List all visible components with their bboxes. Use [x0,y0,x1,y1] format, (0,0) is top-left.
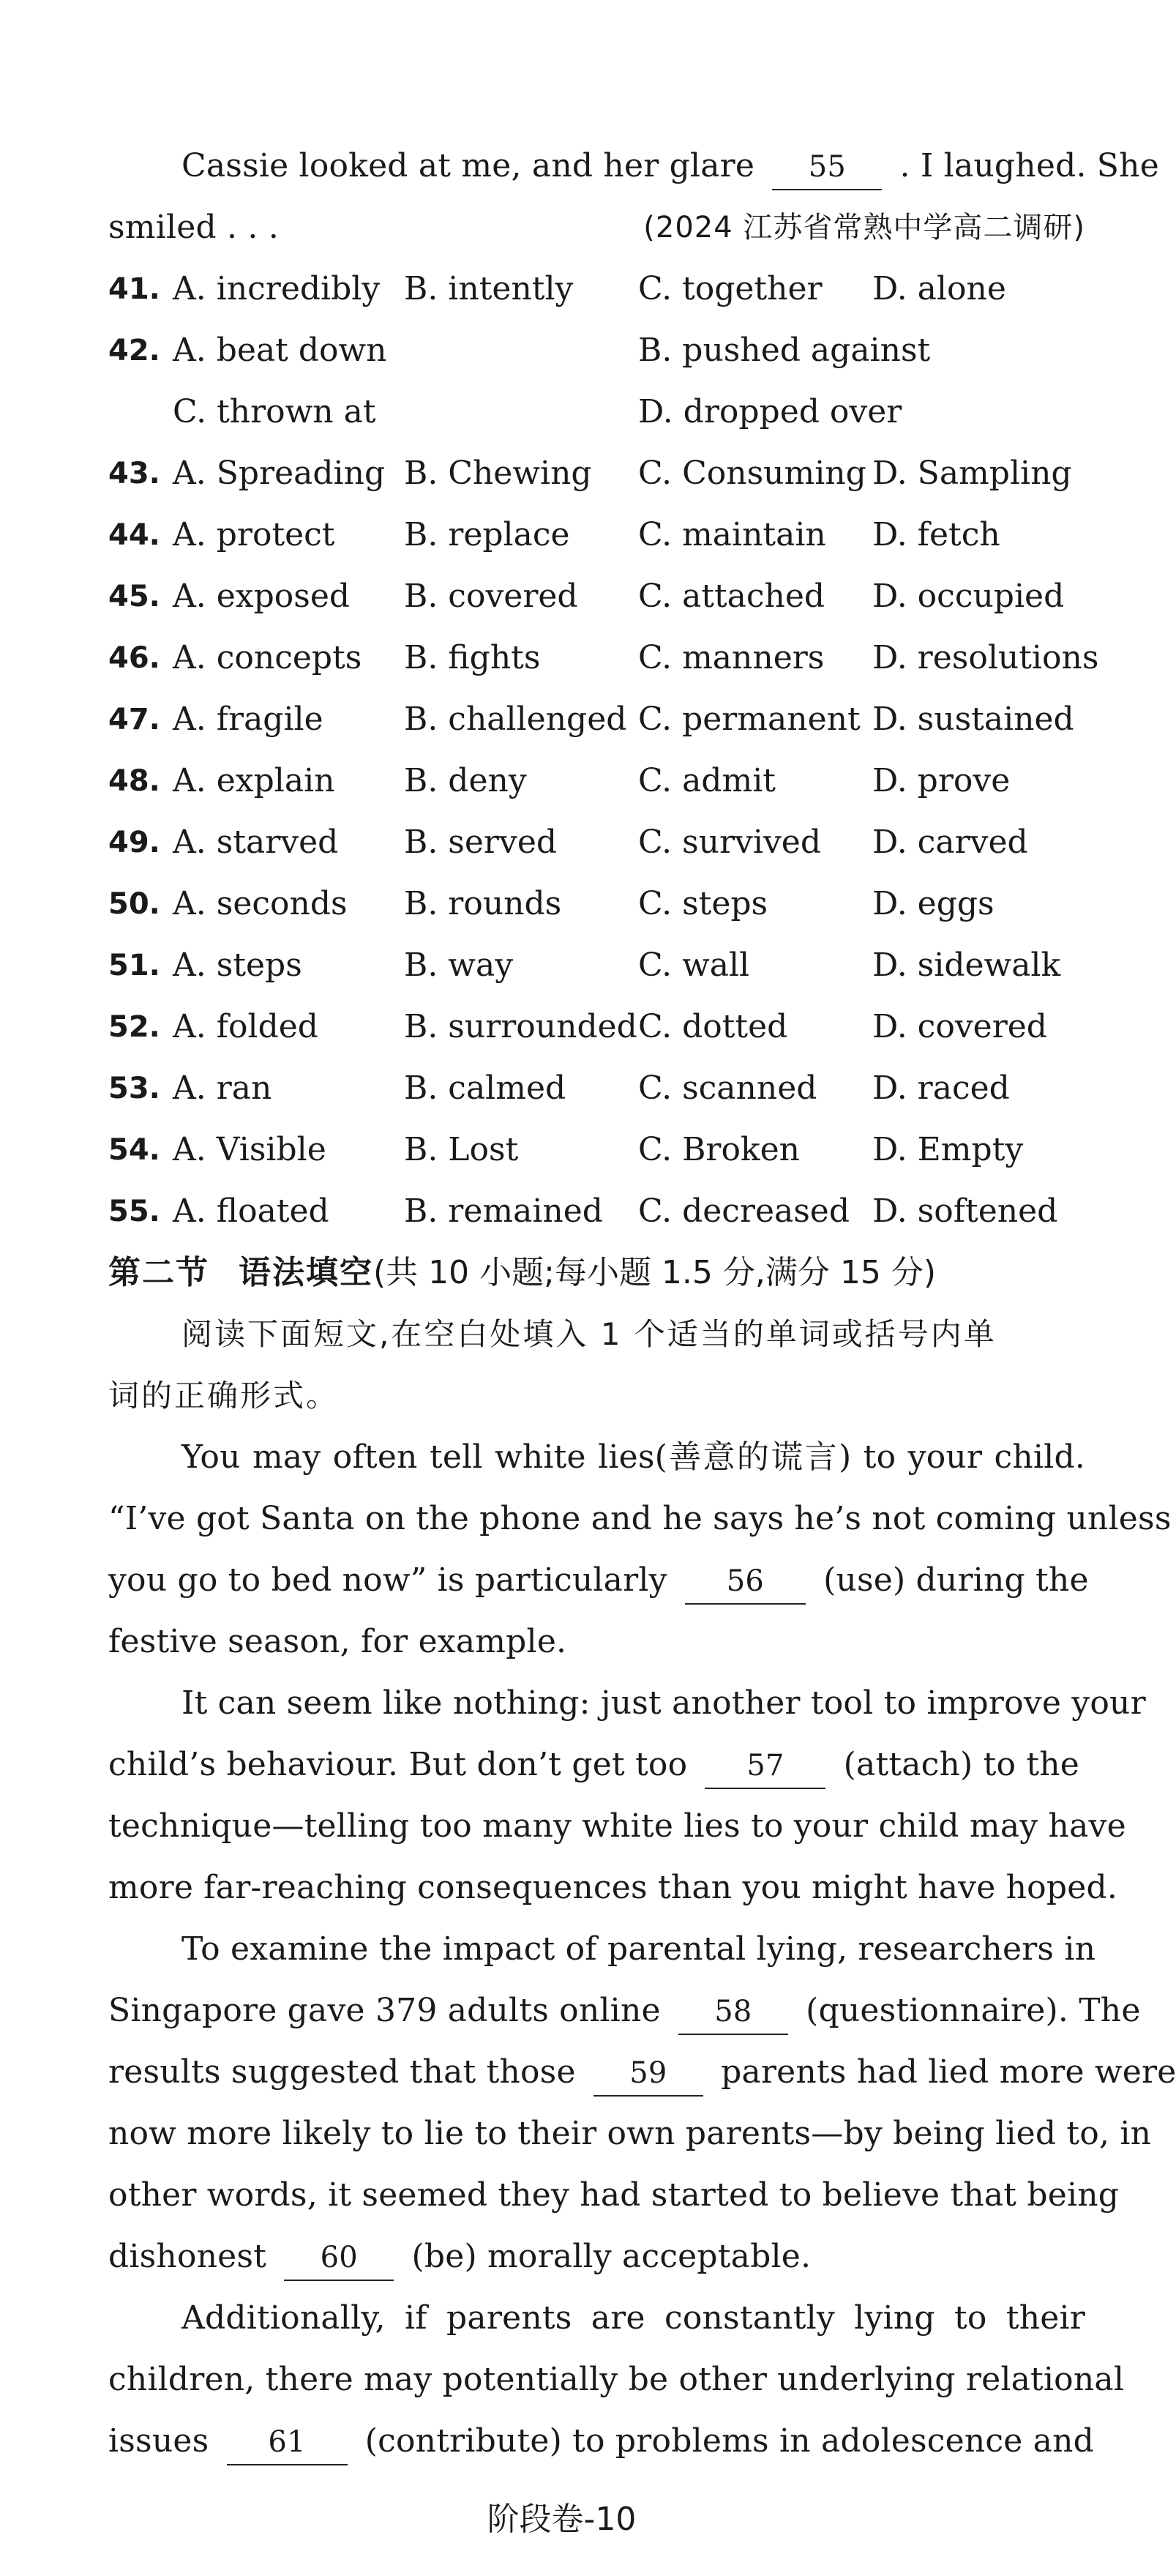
option-c[interactable]: C. wall [638,947,750,984]
passage-line: You may often tell white lies(善意的谎言) to your child. [181,1438,1085,1476]
passage-line [108,1550,1089,1611]
option-d[interactable]: D. raced [872,1069,1010,1107]
option-b[interactable]: B. pushed against [638,332,931,369]
passage-text: (contribute) to problems in adolescence and [364,2422,1094,2460]
option-b[interactable]: B. served [404,824,558,861]
option-b[interactable]: B. rounds [404,885,562,922]
blank-59[interactable]: 59 [593,2051,703,2097]
option-d[interactable]: D. sidewalk [872,947,1061,984]
passage-text: (attach) to the [843,1746,1079,1783]
question-45 [108,566,1085,627]
passage-line: other words, it seemed they had started to believe that being [108,2176,1120,2214]
question-54 [108,1119,1085,1181]
option-d[interactable]: D. eggs [872,885,995,922]
option-c[interactable]: C. thrown at [173,393,376,430]
question-number: 54. [108,1133,160,1167]
option-b[interactable]: B. Chewing [404,455,592,492]
section-heading [108,1242,1085,1304]
question-number: 47. [108,703,160,736]
blank-58[interactable]: 58 [678,1990,788,2035]
option-a[interactable]: A. exposed [173,578,351,615]
question-50 [108,873,1085,935]
passage-text: (questionnaire). The [806,1992,1141,2029]
option-a[interactable]: A. folded [173,1008,318,1045]
section-meta: (共 10 小题;每小题 1.5 分,满分 15 分) [373,1254,937,1291]
option-c[interactable]: C. attached [638,578,825,615]
question-number: 42. [108,334,160,367]
option-a[interactable]: A. protect [173,516,335,553]
passage-text: Singapore gave 379 adults online [108,1992,661,2029]
option-a[interactable]: A. fragile [173,701,323,738]
question-44 [108,504,1085,566]
passage-text: child’s behaviour. But don’t get too [108,1746,688,1783]
question-number: 44. [108,518,160,552]
cloze-text-2: smiled . . . [108,209,279,246]
passage-line: It can seem like nothing: just another tool to improve your [181,1684,1146,1722]
option-b[interactable]: B. replace [404,516,570,553]
option-a[interactable]: A. starved [173,824,339,861]
question-46 [108,627,1099,689]
section-number: 第二节 [108,1254,209,1291]
option-c[interactable]: C. admit [638,762,776,799]
option-d[interactable]: D. dropped over [638,393,902,430]
option-b[interactable]: B. challenged [404,701,627,738]
option-b[interactable]: B. surrounded [404,1008,637,1045]
option-b[interactable]: B. deny [404,762,527,799]
page [108,0,1176,2472]
question-48 [108,750,1085,812]
page-footer: 阶段卷-10 [487,2501,637,2538]
question-number: 53. [108,1072,160,1105]
option-a[interactable]: A. Visible [173,1131,326,1168]
passage-line [108,1734,1085,1796]
option-a[interactable]: A. steps [173,947,302,984]
option-c[interactable]: C. steps [638,885,768,922]
cloze-text: Cassie looked at me, and her glare [181,147,755,184]
question-42 [108,320,1085,381]
option-d[interactable]: D. Sampling [872,455,1072,492]
option-b[interactable]: B. way [404,947,514,984]
passage-text: (use) during the [823,1561,1089,1599]
option-c[interactable]: C. scanned [638,1069,817,1107]
option-c[interactable]: C. Consuming [638,455,866,492]
question-52 [108,996,1085,1058]
option-d[interactable]: D. prove [872,762,1011,799]
passage-line: Additionally, if parents are constantly lying to their [181,2299,1085,2337]
option-d[interactable]: D. alone [872,270,1006,307]
option-c[interactable]: C. permanent [638,701,861,738]
question-number: 43. [108,457,160,490]
passage-line: children, there may potentially be other underlying relational [108,2361,1125,2398]
question-number: 48. [108,764,160,798]
question-number: 52. [108,1010,160,1044]
cloze-line-1 [108,135,1159,197]
question-49 [108,812,1085,873]
option-d[interactable]: D. carved [872,824,1028,861]
cloze-line-2 [108,197,1085,258]
question-number: 41. [108,272,160,306]
option-d[interactable]: D. Empty [872,1131,1024,1168]
option-c[interactable]: C. together [638,270,823,307]
blank-55[interactable]: 55 [772,145,882,190]
passage-line: technique—telling too many white lies to your child may have [108,1807,1126,1845]
question-number: 46. [108,641,160,675]
question-42-row-2 [108,381,1085,443]
option-d[interactable]: D. softened [872,1192,1058,1230]
passage-line: now more likely to lie to their own parents—by being lied to, in [108,2115,1152,2152]
option-b[interactable]: B. intently [404,270,574,307]
option-d[interactable]: D. covered [872,1008,1047,1045]
question-51 [108,935,1085,996]
option-b[interactable]: B. covered [404,578,578,615]
option-d[interactable]: D. resolutions [872,639,1099,676]
option-a[interactable]: A. concepts [173,639,362,676]
option-c[interactable]: C. survived [638,824,822,861]
question-number: 50. [108,887,160,921]
question-47 [108,689,1085,750]
option-c[interactable]: C. manners [638,639,825,676]
question-number: 45. [108,580,160,613]
passage-text: issues [108,2422,209,2460]
passage-text: parents had lied more were [721,2053,1176,2091]
question-43 [108,443,1085,504]
option-d[interactable]: D. occupied [872,578,1065,615]
option-c[interactable]: C. Broken [638,1131,800,1168]
option-c[interactable]: C. dotted [638,1008,788,1045]
passage-text: (be) morally acceptable. [411,2238,812,2275]
passage-line [108,1980,1141,2042]
option-b[interactable]: B. fights [404,639,541,676]
option-b[interactable]: B. remained [404,1192,603,1230]
instruction-line-1: 阅读下面短文,在空白处填入 1 个适当的单词或括号内单 [181,1316,997,1352]
blank-61[interactable]: 61 [227,2420,348,2465]
blank-56[interactable]: 56 [685,1559,806,1605]
passage-line: more far-reaching consequences than you might have hoped. [108,1869,1118,1906]
passage-line [108,2226,1085,2288]
passage-line: To examine the impact of parental lying, researchers in [181,1930,1096,1968]
option-c[interactable]: C. decreased [638,1192,850,1230]
passage-line [108,2411,1094,2472]
option-a[interactable]: A. floated [173,1192,329,1230]
question-41 [108,258,1085,320]
source-note: (2024 江苏省常熟中学高二调研) [643,211,1085,244]
passage-line: festive season, for example. [108,1623,567,1660]
passage-line [108,2042,1176,2103]
passage-text: results suggested that those [108,2053,576,2091]
blank-57[interactable]: 57 [705,1744,825,1789]
section-title: 语法填空 [239,1254,373,1291]
question-number: 55. [108,1195,160,1228]
option-b[interactable]: B. Lost [404,1131,519,1168]
option-a[interactable]: A. incredibly [173,270,381,307]
option-a[interactable]: A. explain [173,762,335,799]
option-d[interactable]: D. fetch [872,516,1000,553]
option-a[interactable]: A. ran [173,1069,272,1107]
question-53 [108,1058,1085,1119]
option-a[interactable]: A. Spreading [173,455,386,492]
passage-line: “I’ve got Santa on the phone and he says he’s not coming unless [108,1500,1172,1537]
cloze-text-after: . I laughed. She [899,147,1159,184]
option-a[interactable]: A. beat down [173,332,387,369]
question-55 [108,1181,1085,1242]
passage-text: you go to bed now” is particularly [108,1561,667,1599]
question-number: 49. [108,826,160,859]
blank-60[interactable]: 60 [284,2236,394,2281]
option-b[interactable]: B. calmed [404,1069,566,1107]
instruction-line-2: 词的正确形式。 [108,1378,340,1414]
option-d[interactable]: D. sustained [872,701,1074,738]
passage-text: dishonest [108,2238,267,2275]
question-number: 51. [108,949,160,982]
option-c[interactable]: C. maintain [638,516,826,553]
option-a[interactable]: A. seconds [173,885,348,922]
